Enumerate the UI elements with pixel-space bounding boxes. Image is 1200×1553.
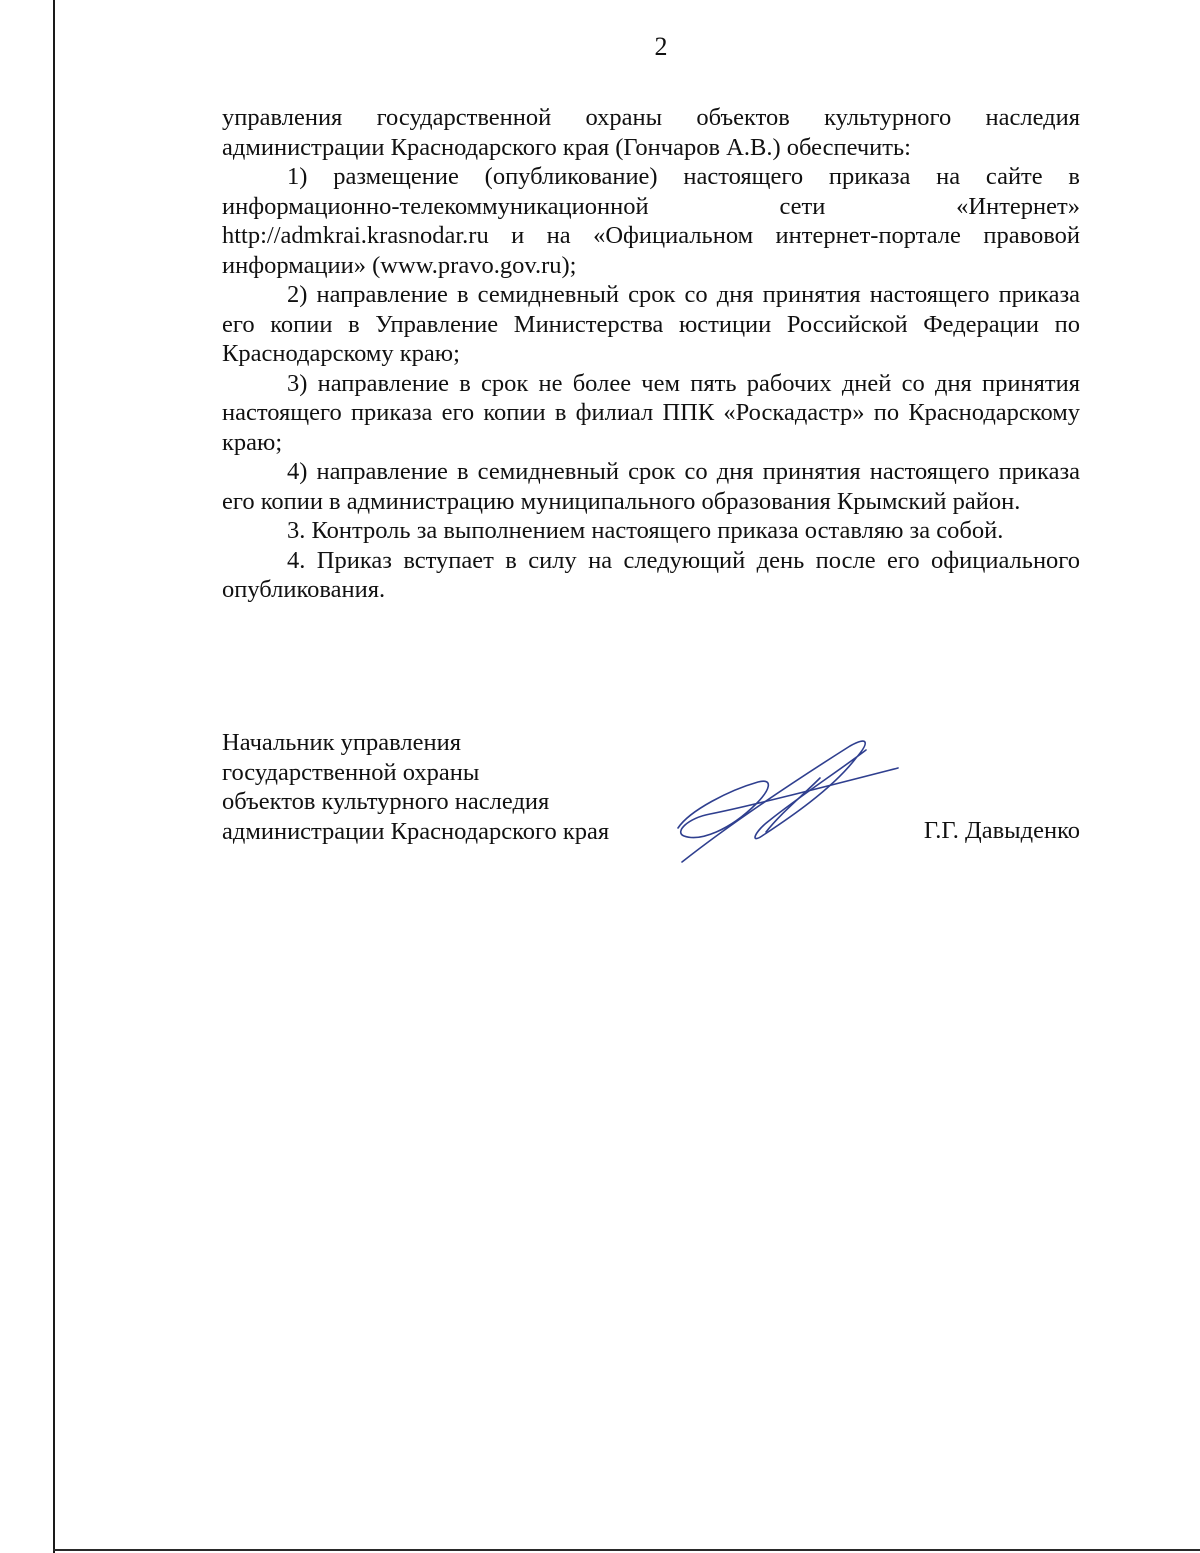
page-number: 2 — [654, 32, 668, 61]
signer-name: Г.Г. Давыденко — [923, 817, 1080, 844]
paragraph-item-1: 1) размещение (опубликование) настоящего приказа на сайте в информационно-телекоммуникационной сети «Интернет» http://admkrai.krasnodar.ru и на «Официальном интернет-портале правовой информации» (www.pravo.gov.ru); — [222, 163, 1080, 279]
signer-position-line: объектов культурного наследия — [222, 788, 550, 815]
paragraph-clause-3: 3. Контроль за выполнением настоящего приказа оставляю за собой. — [287, 517, 1004, 544]
scan-edge-bottom — [53, 1549, 1200, 1551]
paragraph-continuation: управления государственной охраны объектов культурного наследия администрации Краснодарского края (Гончаров А.В.) обеспечить: — [222, 104, 1080, 161]
paragraph-item-2: 2) направление в семидневный срок со дня принятия настоящего приказа его копии в Управление Министерства юстиции Российской Федерации по Краснодарскому краю; — [222, 281, 1080, 367]
signature-block — [222, 728, 1082, 868]
handwritten-signature — [670, 732, 910, 872]
signer-position — [222, 728, 662, 846]
signer-position-line: Начальник управления — [222, 729, 461, 756]
signer-position-line: администрации Краснодарского края — [222, 817, 610, 845]
paragraph-clause-4: 4. Приказ вступает в силу на следующий день после его официального опубликования. — [222, 546, 1080, 603]
paragraph-item-4: 4) направление в семидневный срок со дня принятия настоящего приказа его копии в администрацию муниципального образования Крымский район. — [222, 458, 1080, 515]
scan-edge-left — [53, 0, 55, 1553]
signer-position-line: государственной охраны — [222, 758, 480, 786]
paragraph-item-3: 3) направление в срок не более чем пять рабочих дней со дня принятия настоящего приказа его копии в филиал ППК «Роскадастр» по Краснодарскому краю; — [222, 369, 1080, 456]
document-body — [222, 103, 1080, 605]
